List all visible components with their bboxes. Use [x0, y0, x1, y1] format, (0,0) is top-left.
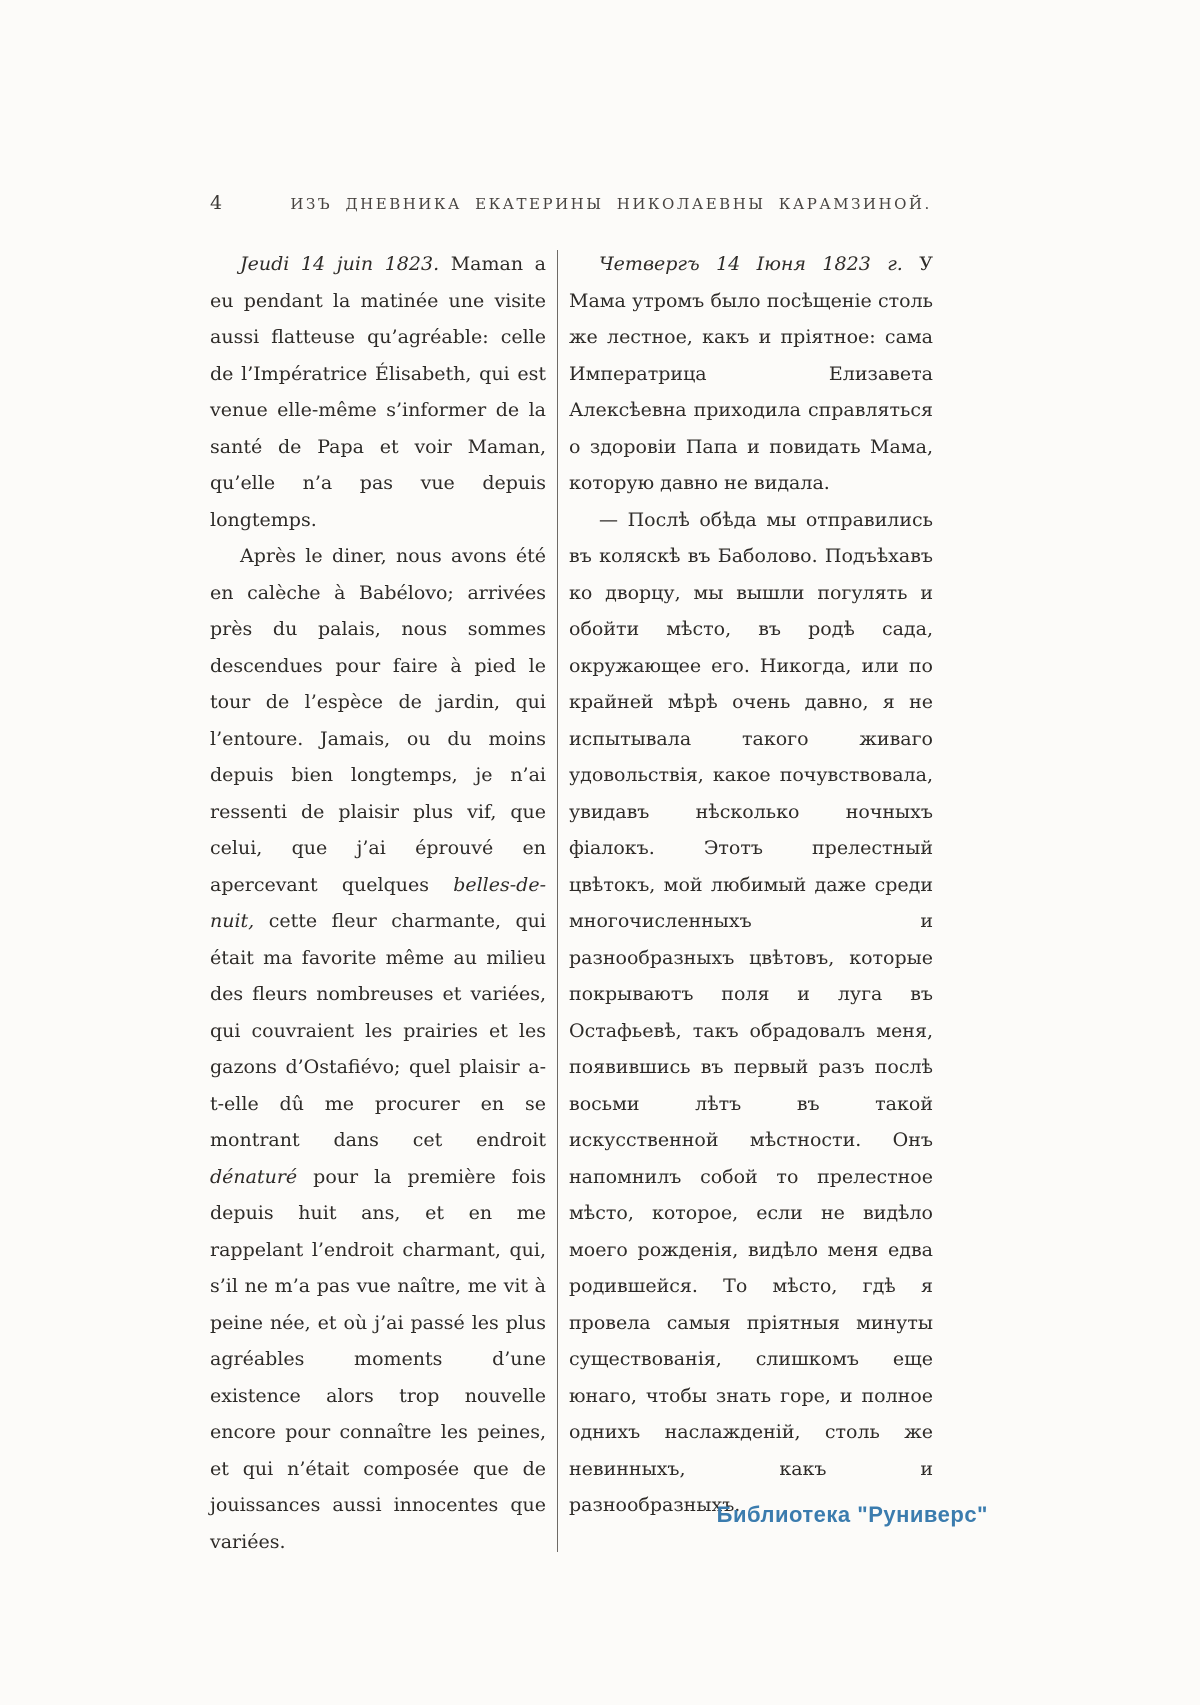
italic-text-segment: belles-de-nuit, [210, 873, 546, 932]
french-text-column [210, 246, 546, 1560]
paragraph [569, 502, 933, 1524]
running-header-title: ИЗЪ ДНЕВНИКА ЕКАТЕРИНЫ НИКОЛАЕВНЫ КАРАМЗИНОЙ. [290, 195, 932, 213]
two-column-text-block [210, 246, 934, 1560]
library-watermark: Библиотека "Руниверс" [716, 1502, 988, 1527]
page-content [210, 192, 934, 1560]
paragraph [569, 246, 933, 502]
italic-text-segment: dénaturé [210, 1165, 298, 1188]
italic-text-segment: Jeudi 14 juin 1823. [240, 253, 440, 275]
text-segment: cette fleur charmante, qui était ma favorite même au milieu des fleurs nombreuses et variées, qui couvraient les prairies et les gazons d’Ostafiévo; quel plaisir a-t-elle dû me procurer en se montrant dans cet endroit [210, 910, 546, 1151]
text-segment: pour la première fois depuis huit ans, et en me rappelant l’endroit charmant, qui, s’il ne m’a pas vue naître, me vit à peine née, et où j’ai passé les plus agréables moments d’une existence alors trop nouvelle encore pour connaître les peines, et qui n’était composée que de jouissances aussi innocentes que variées. [210, 1165, 546, 1553]
column-divider-rule [557, 250, 558, 1552]
paragraph [210, 538, 546, 1560]
russian-text-column [569, 246, 933, 1560]
page-number: 4 [210, 192, 223, 214]
paragraph [210, 246, 546, 538]
text-segment: — Послѣ обѣда мы отправились въ коляскѣ въ Баболово. Подъѣхавъ ко дворцу, мы вышли погулять и обойти мѣсто, въ родѣ сада, окружающее его. Никогда, или по крайней мѣрѣ очень давно, я не испытывала такого живаго удовольствія, какое почувствовала, увидавъ нѣсколько ночныхъ фіалокъ. Этотъ прелестный цвѣтокъ, мой любимый даже среди многочисленныхъ и разнообразныхъ цвѣтовъ, которые покрываютъ поля и луга въ Остафьевѣ, такъ обрадовалъ меня, появившись въ первый разъ послѣ восьми лѣтъ въ такой искусственной мѣстности. Онъ напомнилъ собой то прелестное мѣсто, которое, если не видѣло моего рожденія, видѣло меня едва родившейся. То мѣсто, гдѣ я провела самыя пріятныя минуты существованія, слишкомъ еще юнаго, чтобы знать горе, и полное однихъ наслажденій, столь же невинныхъ, какъ и разнообразныхъ. [569, 508, 933, 1516]
running-header [210, 192, 934, 214]
italic-text-segment: Четвергъ 14 Іюня 1823 г. [599, 253, 903, 275]
text-segment: У Мама утромъ было посѣщеніе столь же лестное, какъ и пріятное: сама Императрица Елизавета Алексѣевна приходила справляться о здоровіи Папа и повидать Мама, которую давно не видала. [569, 253, 933, 494]
text-segment: Après le diner, nous avons été en calèche à Babélovo; arrivées près du palais, nous sommes descendues pour faire à pied le tour de l’espèce de jardin, qui l’entoure. Jamais, ou du moins depuis bien longtemps, je n’ai ressenti de plaisir plus vif, que celui, que j’ai éprouvé en apercevant quelques [210, 545, 546, 896]
text-segment: Maman a eu pendant la matinée une visite aussi flatteuse qu’agréable: celle de l’Impératrice Élisabeth, qui est venue elle-même s’informer de la santé de Papa et voir Maman, qu’elle n’a pas vue depuis longtemps. [210, 253, 546, 531]
